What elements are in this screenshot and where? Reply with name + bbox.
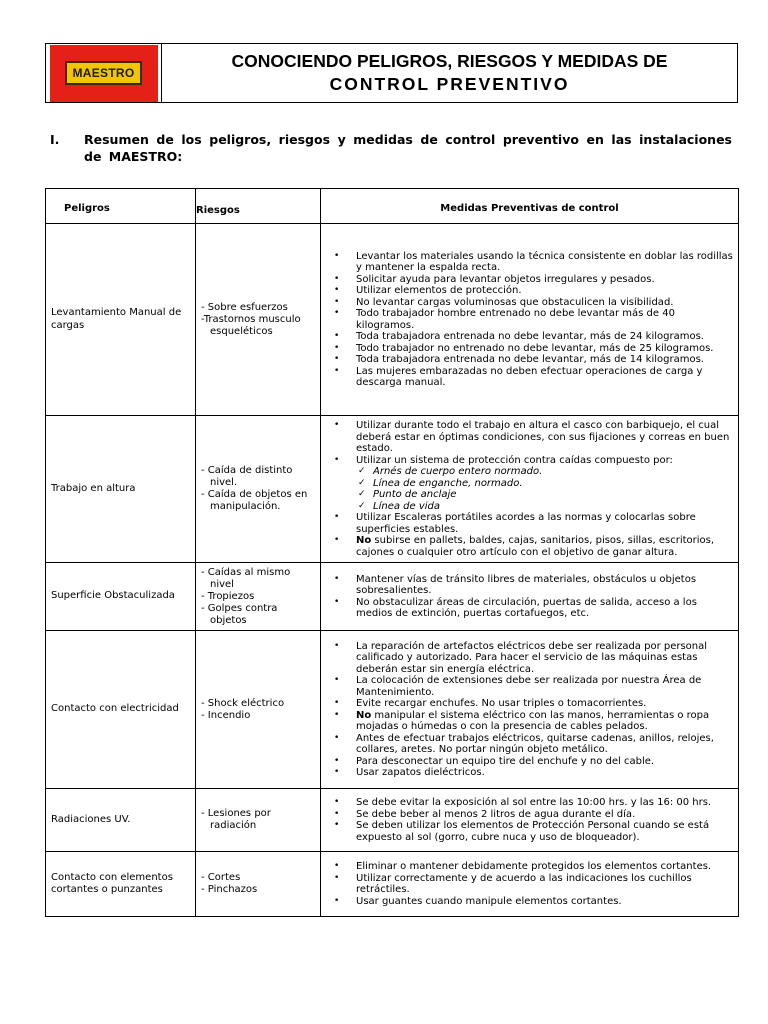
medida-item: [321, 455, 736, 467]
medida-text: Utilizar un sistema de protección contra caídas compuesto por:: [356, 454, 673, 466]
medida-text: subirse en pallets, baldes, cajas, sanitarios, pisos, sillas, escritorios, cajones o cualquier otro artículo con el objetivo de ganar altura.: [356, 535, 715, 558]
bullet-icon: •: [334, 296, 340, 307]
bullet-icon: •: [334, 797, 340, 807]
medida-text: No levantar cargas voluminosas que obstaculicen la visibilidad.: [356, 296, 674, 308]
bullet-icon: •: [334, 331, 340, 341]
bullet-icon: •: [334, 808, 340, 819]
medida-item: [321, 733, 736, 756]
title-line-2: CONTROL PREVENTIVO: [329, 74, 570, 94]
bullet-icon: •: [334, 535, 340, 545]
bullet-icon: •: [334, 420, 340, 430]
riesgo-item: - Caída de distinto nivel.: [201, 465, 293, 488]
peligro-cell: [46, 631, 196, 789]
medida-item: [321, 466, 736, 478]
riesgos-cell: [196, 563, 321, 631]
section-number: I.: [50, 132, 60, 147]
riesgo-item: -Trastornos musculo esqueléticos: [201, 313, 301, 337]
riesgo-item: - Caídas al mismo nivel: [201, 566, 291, 590]
medida-item: [321, 675, 736, 698]
medida-item: [321, 597, 736, 620]
checkmark-icon: ✓: [358, 500, 366, 511]
document-header: [45, 43, 738, 103]
medida-item: [321, 698, 736, 710]
medidas-cell: [321, 563, 739, 631]
bullet-icon: •: [334, 250, 340, 261]
medida-item: [321, 535, 736, 558]
medidas-list: [321, 420, 736, 558]
medida-item: [321, 297, 736, 309]
bullet-icon: •: [334, 732, 340, 743]
bullet-icon: •: [334, 861, 340, 871]
bullet-icon: •: [334, 354, 340, 364]
document-title: [162, 44, 737, 102]
table-row: [46, 631, 739, 789]
checkmark-icon: ✓: [358, 489, 366, 499]
medida-text: Punto de anclaje: [373, 489, 457, 500]
peligro-text: Radiaciones UV.: [51, 813, 131, 825]
medidas-list: [321, 251, 736, 389]
medida-item: [321, 274, 736, 286]
table-header-row: [46, 189, 739, 224]
riesgo-item: - Pinchazos: [201, 884, 258, 895]
logo-text: MAESTRO: [65, 61, 141, 85]
bullet-icon: •: [334, 308, 340, 318]
medida-item: [321, 820, 736, 843]
title-line-1: CONOCIENDO PELIGROS, RIESGOS Y MEDIDAS DE: [231, 51, 668, 71]
medida-item: [321, 420, 736, 455]
medida-item: [321, 501, 736, 513]
medida-lead: No: [356, 709, 372, 721]
bullet-icon: •: [334, 365, 340, 376]
medida-text: Usar zapatos dieléctricos.: [356, 767, 485, 778]
medida-text: Se debe evitar la exposición al sol entre las 10:00 hrs. y las 16: 00 hrs.: [356, 797, 712, 808]
medida-item: [321, 308, 736, 331]
bullet-icon: •: [334, 454, 340, 465]
bullet-icon: •: [334, 640, 340, 651]
bullet-icon: •: [334, 767, 340, 777]
header-riesgos: Riesgos: [196, 189, 321, 224]
medidas-cell: [321, 789, 739, 852]
medida-item: [321, 285, 736, 297]
bullet-icon: •: [334, 285, 340, 295]
peligro-cell: [46, 789, 196, 852]
bullet-icon: •: [334, 820, 340, 830]
medida-text: La reparación de artefactos eléctricos debe ser realizada por personal calificado y autorizado. Para hacer el servicio de las máquinas estas deberán estar sin energía eléctrica.: [356, 640, 708, 675]
medida-item: [321, 873, 736, 896]
medida-item: [321, 574, 736, 597]
medida-text: Toda trabajadora entrenada no debe levantar, más de 24 kilogramos.: [356, 331, 704, 342]
bullet-icon: •: [334, 755, 340, 766]
bullet-icon: •: [334, 512, 340, 522]
bullet-icon: •: [334, 273, 340, 284]
medidas-cell: [321, 852, 739, 917]
medida-text: Antes de efectuar trabajos eléctricos, quitarse cadenas, anillos, relojes, collares, aretes. No portar ningún objeto metálico.: [356, 732, 714, 755]
riesgo-item: - Incendio: [201, 709, 251, 721]
riesgo-item: - Golpes contra objetos: [201, 602, 278, 626]
riesgo-item: - Tropiezos: [201, 590, 255, 602]
peligro-text: Contacto con electricidad: [51, 703, 179, 715]
medida-text: Mantener vías de tránsito libres de materiales, obstáculos u objetos sobresalientes.: [356, 573, 697, 596]
riesgo-item: - Sobre esfuerzos: [201, 301, 288, 313]
medida-text: Para desconectar un equipo tire del enchufe y no del cable.: [356, 755, 655, 767]
medida-text: Evite recargar enchufes. No usar triples o tomacorrientes.: [356, 698, 647, 709]
medida-text: La colocación de extensiones debe ser realizada por nuestra Área de Mantenimiento.: [356, 675, 702, 698]
bullet-icon: •: [334, 342, 340, 353]
medida-text: Línea de enganche, normado.: [373, 477, 523, 489]
medida-item: [321, 489, 736, 501]
logo-cell: [46, 44, 162, 102]
table-row: [46, 224, 739, 416]
medida-text: Se debe beber al menos 2 litros de agua durante el día.: [356, 808, 636, 820]
medida-text: Toda trabajadora entrenada no debe levantar, más de 14 kilogramos.: [356, 354, 704, 365]
medida-item: [321, 767, 736, 779]
medida-item: [321, 512, 736, 535]
medidas-list: [321, 861, 736, 907]
medida-item: [321, 251, 736, 274]
bullet-icon: •: [334, 709, 340, 720]
peligro-text: Superficie Obstaculizada: [51, 590, 175, 602]
medida-text: No obstaculizar áreas de circulación, puertas de salida, acceso a los medios de extinción, puertas cortafuegos, etc.: [356, 596, 697, 619]
maestro-logo: [50, 45, 158, 102]
medida-text: Todo trabajador no entrenado no debe levantar, más de 25 kilogramos.: [356, 342, 714, 354]
peligro-cell: [46, 563, 196, 631]
medida-item: [321, 331, 736, 343]
medidas-cell: [321, 416, 739, 563]
medidas-list: [321, 574, 736, 620]
table-row: [46, 789, 739, 852]
medida-item: [321, 641, 736, 676]
medida-text: Levantar los materiales usando la técnica consistente en doblar las rodillas y mantener la espalda recta.: [356, 250, 733, 273]
medida-text: Solicitar ayuda para levantar objetos irregulares y pesados.: [356, 273, 655, 285]
bullet-icon: •: [334, 596, 340, 607]
medida-text: Todo trabajador hombre entrenado no debe levantar más de 40 kilogramos.: [356, 308, 675, 331]
medidas-cell: [321, 631, 739, 789]
medida-item: [321, 343, 736, 355]
medida-lead: No: [356, 535, 372, 546]
medida-item: [321, 478, 736, 490]
riesgos-cell: [196, 416, 321, 563]
riesgos-cell: [196, 789, 321, 852]
riesgo-item: - Cortes: [201, 872, 241, 883]
peligro-cell: [46, 224, 196, 416]
bullet-icon: •: [334, 675, 340, 685]
medida-text: Arnés de cuerpo entero normado.: [373, 466, 543, 477]
medida-text: Utilizar elementos de protección.: [356, 285, 522, 296]
table-body: [46, 224, 739, 917]
medida-item: [321, 896, 736, 908]
riesgos-cell: [196, 224, 321, 416]
riesgos-cell: [196, 852, 321, 917]
medida-text: Utilizar Escaleras portátiles acordes a las normas y colocarlas sobre superficies estables.: [356, 512, 696, 535]
medida-text: manipular el sistema eléctrico con las manos, herramientas o ropa mojadas o húmedas o con la presencia de cables pelados.: [356, 709, 710, 732]
medida-text: Se deben utilizar los elementos de Protección Personal cuando se está expuesto al sol (gorro, cubre nuca y uso de bloqueador).: [356, 820, 710, 843]
bullet-icon: •: [334, 895, 340, 906]
checkmark-icon: ✓: [358, 466, 366, 476]
medida-text: Las mujeres embarazadas no deben efectuar operaciones de carga y descarga manual.: [356, 365, 703, 388]
section-heading: Resumen de los peligros, riesgos y medidas de control preventivo en las instalaciones de MAESTRO:: [84, 132, 732, 164]
table-row: [46, 563, 739, 631]
header-peligros: Peligros: [46, 189, 196, 224]
table-row: [46, 852, 739, 917]
medidas-list: [321, 797, 736, 843]
peligro-cell: [46, 416, 196, 563]
medida-item: [321, 809, 736, 821]
peligro-cell: [46, 852, 196, 917]
riesgo-item: - Caída de objetos en manipulación.: [201, 489, 308, 512]
medidas-cell: [321, 224, 739, 416]
medida-item: [321, 861, 736, 873]
medidas-list: [321, 641, 736, 779]
medida-item: [321, 797, 736, 809]
riesgos-cell: [196, 631, 321, 789]
peligro-text: Trabajo en altura: [51, 482, 136, 494]
riesgo-item: - Lesiones por radiación: [201, 808, 271, 831]
medida-text: Utilizar correctamente y de acuerdo a las indicaciones los cuchillos retráctiles.: [356, 872, 692, 895]
medida-text: Eliminar o mantener debidamente protegidos los elementos cortantes.: [356, 861, 712, 872]
peligro-text: Contacto con elementos cortantes o punzantes: [51, 871, 173, 895]
medida-item: [321, 710, 736, 733]
bullet-icon: •: [334, 573, 340, 584]
medida-text: Usar guantes cuando manipule elementos cortantes.: [356, 895, 622, 907]
peligro-text: Levantamiento Manual de cargas: [51, 307, 182, 331]
section-intro: [50, 131, 732, 165]
table-row: [46, 416, 739, 563]
medida-item: [321, 366, 736, 389]
medida-text: Línea de vida: [373, 500, 440, 512]
bullet-icon: •: [334, 872, 340, 883]
header-medidas: Medidas Preventivas de control: [321, 189, 739, 224]
medida-item: [321, 756, 736, 768]
hazards-table: [45, 188, 739, 917]
medida-text: Utilizar durante todo el trabajo en altura el casco con barbiquejo, el cual deberá estar en óptimas condiciones, con sus fijaciones y correas en buen estado.: [356, 420, 730, 454]
bullet-icon: •: [334, 698, 340, 708]
riesgo-item: - Shock eléctrico: [201, 697, 285, 709]
checkmark-icon: ✓: [358, 477, 366, 488]
medida-item: [321, 354, 736, 366]
